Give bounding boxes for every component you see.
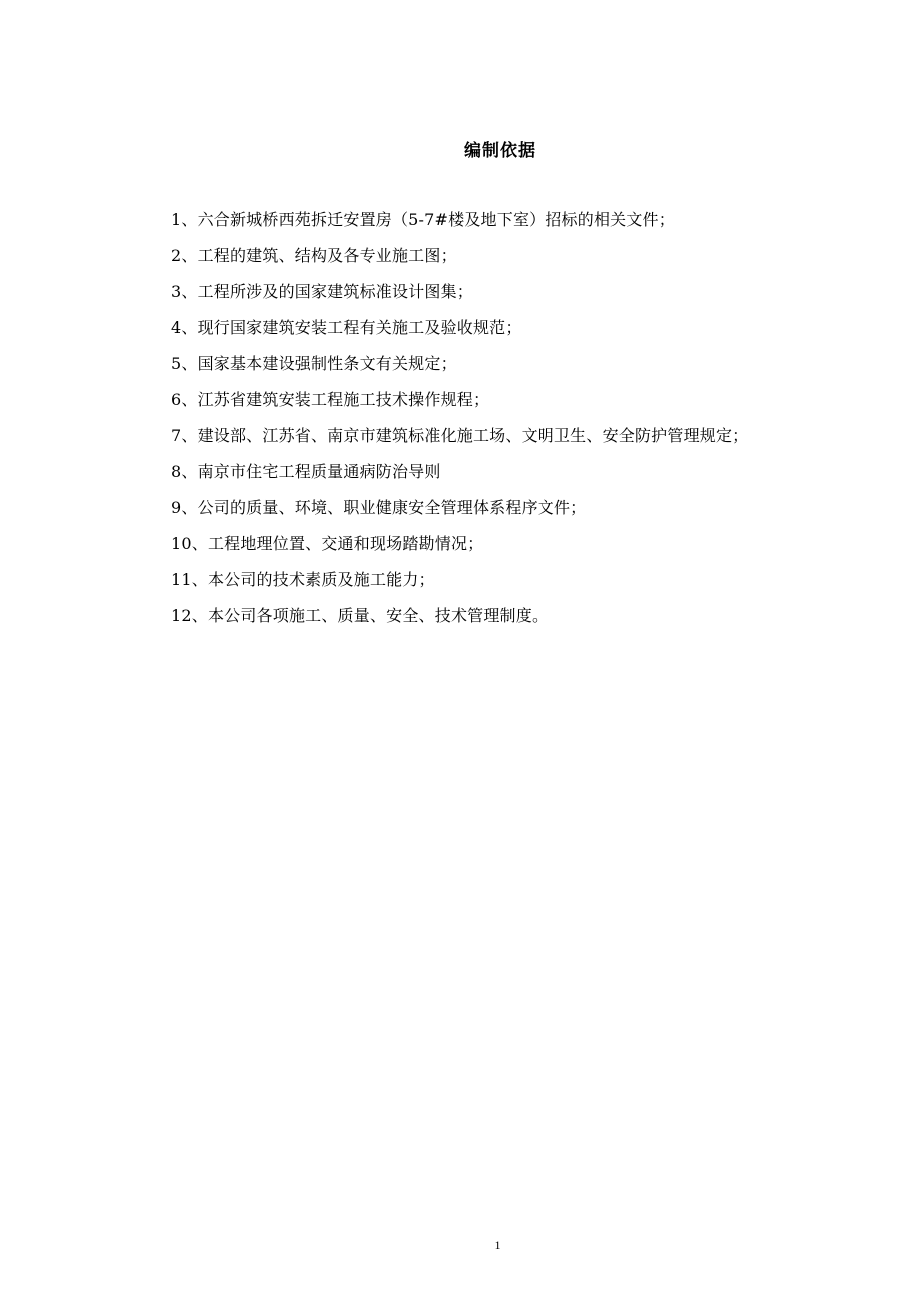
list-item: 7、建设部、江苏省、南京市建筑标准化施工场、文明卫生、安全防护管理规定；: [171, 426, 749, 445]
list-item: 5、国家基本建设强制性条文有关规定；: [171, 354, 457, 373]
list-item: 1、六合新城桥西苑拆迁安置房（5-7#楼及地下室）招标的相关文件；: [171, 210, 675, 229]
document-title: 编制依据: [464, 141, 536, 161]
list-item: 3、工程所涉及的国家建筑标准设计图集；: [171, 282, 473, 301]
list-item: 6、江苏省建筑安装工程施工技术操作规程；: [171, 390, 490, 409]
list-item: 2、工程的建筑、结构及各专业施工图；: [171, 246, 457, 265]
list-item: 10、工程地理位置、交通和现场踏勘情况；: [171, 534, 484, 553]
list-item: 8、南京市住宅工程质量通病防治导则: [171, 462, 441, 481]
list-item: 12、本公司各项施工、质量、安全、技术管理制度。: [171, 606, 549, 625]
list-item: 11、本公司的技术素质及施工能力；: [171, 570, 435, 589]
page-number: 1: [494, 1238, 501, 1252]
basis-list: [171, 202, 871, 634]
list-item: 9、公司的质量、环境、职业健康安全管理体系程序文件；: [171, 498, 587, 517]
list-item: 4、现行国家建筑安装工程有关施工及验收规范；: [171, 318, 522, 337]
